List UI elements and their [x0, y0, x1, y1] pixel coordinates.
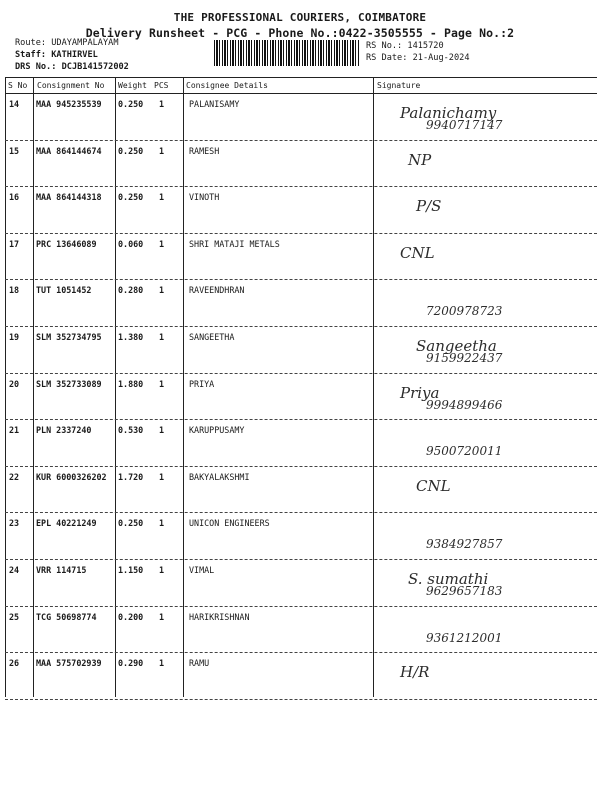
row-signature-phone: 9994899466 [426, 398, 503, 412]
row-separator [5, 512, 597, 513]
row-sno: 22 [9, 472, 20, 482]
row-separator [5, 419, 597, 420]
col-header-pcs: PCS [154, 81, 169, 90]
row-consignee: PALANISAMY [189, 99, 240, 109]
col-header-consignee: Consignee Details [186, 81, 268, 90]
row-pcs: 1 [159, 332, 165, 342]
row-weight: 0.250 [118, 518, 144, 528]
row-consignment-no: SLM 352733089 [36, 379, 102, 389]
row-weight: 0.280 [118, 285, 144, 295]
row-pcs: 1 [159, 379, 165, 389]
col-header-sno: S No [8, 81, 28, 90]
row-consignment-no: MAA 945235539 [36, 99, 102, 109]
rs-no-label: RS No.: [366, 41, 403, 51]
header-bottom-border [5, 93, 597, 94]
col-divider [183, 77, 184, 697]
row-weight: 0.250 [118, 146, 144, 156]
runsheet-title: Delivery Runsheet - PCG - Phone No.:0422-3505555 - Page No.:2 [85, 26, 515, 40]
row-separator [5, 233, 597, 234]
row-sno: 18 [9, 285, 20, 295]
drs-line [15, 62, 129, 72]
row-consignee: BAKYALAKSHMI [189, 472, 250, 482]
drs-label: DRS No.: [15, 62, 57, 72]
drs-value: DCJB141572002 [61, 62, 129, 72]
row-consignee: RAVEENDHRAN [189, 285, 245, 295]
row-consignment-no: MAA 864144318 [36, 192, 102, 202]
row-signature: S. sumathi [408, 570, 489, 588]
rs-date-line [366, 53, 470, 63]
company-title: THE PROFESSIONAL COURIERS, COIMBATORE [173, 11, 427, 24]
row-separator [5, 186, 597, 187]
row-separator [5, 559, 597, 560]
row-sno: 25 [9, 612, 20, 622]
row-consignment-no: TCG 50698774 [36, 612, 97, 622]
row-pcs: 1 [159, 192, 165, 202]
col-divider [33, 77, 34, 697]
table-top-border [5, 77, 597, 78]
row-pcs: 1 [159, 658, 165, 668]
row-signature: Palanichamy [400, 104, 497, 122]
row-signature-phone: 9384927857 [426, 537, 503, 551]
route-line [15, 38, 119, 48]
row-weight: 1.150 [118, 565, 144, 575]
row-consignee: SANGEETHA [189, 332, 235, 342]
col-divider [373, 77, 374, 697]
row-consignee: VINOTH [189, 192, 220, 202]
row-consignment-no: MAA 864144674 [36, 146, 102, 156]
row-weight: 0.200 [118, 612, 144, 622]
row-signature-phone: 9629657183 [426, 584, 503, 598]
route-label: Route: [15, 38, 47, 48]
row-signature: CNL [400, 244, 435, 262]
row-pcs: 1 [159, 425, 165, 435]
row-separator [5, 466, 597, 467]
row-pcs: 1 [159, 99, 165, 109]
row-weight: 1.720 [118, 472, 144, 482]
row-pcs: 1 [159, 239, 165, 249]
row-sno: 21 [9, 425, 20, 435]
row-consignment-no: SLM 352734795 [36, 332, 102, 342]
row-separator [5, 699, 597, 700]
rs-no-line [366, 41, 444, 51]
col-divider [115, 77, 116, 697]
row-weight: 0.060 [118, 239, 144, 249]
row-sno: 14 [9, 99, 20, 109]
row-consignee: VIMAL [189, 565, 215, 575]
row-pcs: 1 [159, 146, 165, 156]
row-sno: 17 [9, 239, 20, 249]
row-signature: Priya [400, 384, 440, 402]
row-sno: 19 [9, 332, 20, 342]
staff-value: KATHIRVEL [51, 50, 98, 60]
row-weight: 0.250 [118, 99, 144, 109]
row-weight: 1.380 [118, 332, 144, 342]
row-separator [5, 606, 597, 607]
row-consignee: KARUPPUSAMY [189, 425, 245, 435]
row-sno: 24 [9, 565, 20, 575]
row-consignment-no: PLN 2337240 [36, 425, 92, 435]
row-signature: NP [408, 151, 432, 169]
staff-line [15, 50, 98, 60]
rs-date-value: 21-Aug-2024 [412, 53, 470, 63]
row-consignment-no: PRC 13646089 [36, 239, 97, 249]
col-header-consignment: Consignment No [37, 81, 105, 90]
row-signature: CNL [416, 477, 451, 495]
rs-no-value: 1415720 [407, 41, 444, 51]
row-pcs: 1 [159, 565, 165, 575]
barcode-image [214, 40, 360, 66]
row-pcs: 1 [159, 612, 165, 622]
row-consignment-no: EPL 40221249 [36, 518, 97, 528]
row-weight: 0.530 [118, 425, 144, 435]
row-signature: H/R [400, 663, 430, 681]
col-header-weight: Weight [118, 81, 147, 90]
row-signature-phone: 9940717147 [426, 118, 503, 132]
row-sno: 23 [9, 518, 20, 528]
row-consignment-no: VRR 114715 [36, 565, 87, 575]
row-signature-phone: 9159922437 [426, 351, 503, 365]
row-consignment-no: TUT 1051452 [36, 285, 92, 295]
row-separator [5, 326, 597, 327]
row-consignee: PRIYA [189, 379, 215, 389]
row-sno: 20 [9, 379, 20, 389]
row-consignment-no: MAA 575702939 [36, 658, 102, 668]
row-signature-phone: 7200978723 [426, 304, 503, 318]
row-sno: 16 [9, 192, 20, 202]
row-weight: 1.880 [118, 379, 144, 389]
row-consignee: RAMU [189, 658, 210, 668]
row-weight: 0.290 [118, 658, 144, 668]
row-sno: 15 [9, 146, 20, 156]
row-signature-phone: 9500720011 [426, 444, 503, 458]
row-consignee: UNICON ENGINEERS [189, 518, 270, 528]
col-header-signature: Signature [377, 81, 421, 90]
row-pcs: 1 [159, 518, 165, 528]
row-consignee: SHRI MATAJI METALS [189, 239, 280, 249]
row-separator [5, 373, 597, 374]
row-consignment-no: KUR 6000326202 [36, 472, 107, 482]
row-sno: 26 [9, 658, 20, 668]
rs-date-label: RS Date: [366, 53, 408, 63]
staff-label: Staff: [15, 50, 47, 60]
table-left-border [5, 77, 6, 697]
route-value: UDAYAMPALAYAM [51, 38, 119, 48]
row-separator [5, 140, 597, 141]
row-pcs: 1 [159, 472, 165, 482]
row-pcs: 1 [159, 285, 165, 295]
row-separator [5, 652, 597, 653]
row-consignee: HARIKRISHNAN [189, 612, 250, 622]
row-signature: P/S [416, 197, 442, 215]
row-separator [5, 279, 597, 280]
row-weight: 0.250 [118, 192, 144, 202]
row-signature: Sangeetha [416, 337, 497, 355]
row-consignee: RAMESH [189, 146, 220, 156]
row-signature-phone: 9361212001 [426, 631, 503, 645]
